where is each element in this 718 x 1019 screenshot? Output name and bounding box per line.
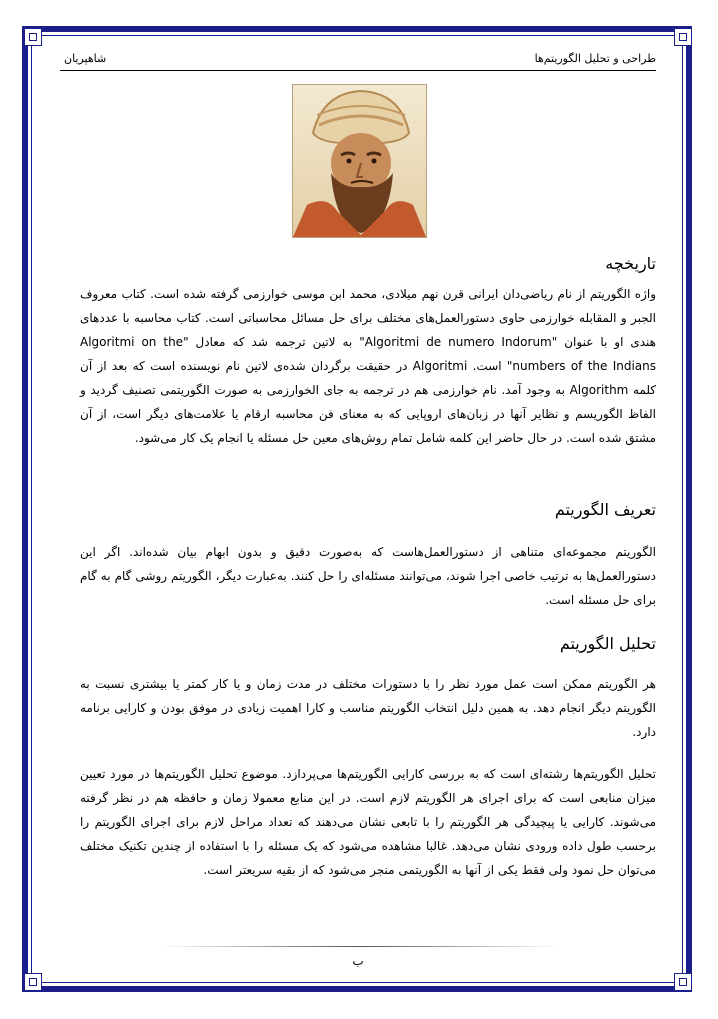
khwarizmi-portrait-image (292, 84, 427, 238)
header-author: شاهپریان (64, 52, 107, 65)
paragraph-history: واژه الگوریتم از نام ریاضی‌دان ایرانی قرن نهم میلادی، محمد ابن موسی خوارزمی گرفته شده است. کتاب معروف الجبر و المقابله خوارزمی حاوی دستورالعمل‌های مختلف برای حل مسائل محاسباتی است. کتاب محاسبه با عددهای هندی او با عنوان "Algoritmi de numero Indorum" به لاتین ترجمه شد که معادل "Algoritmi on the numbers of the Indians" است. Algoritmi در حقیقت برگردان شده‌ی لاتین نام نویسنده است که بعد از آن کلمه Algorithm به وجود آمد. نام خوارزمی هم در ترجمه به جای الخوارزمی به صورت الگوریتمی تصنیف گردید و الفاظ الگوریسم و نظایر آنها در زبان‌های اروپایی که به معنای فن محاسبه ارقام یا علامت‌های دیگر است، از آن مشتق شده است. در حال حاضر این کلمه شامل تمام روش‌های معین حل مسئله یا انجام یک کار می‌شود. (80, 287, 657, 445)
page-number: ب (352, 954, 364, 968)
header-title: طراحی و تحلیل الگوریتم‌ها (534, 52, 656, 65)
corner-ornament (24, 973, 42, 991)
paragraph-analysis-1: هر الگوریتم ممکن است عمل مورد نظر را با دستورات مختلف در مدت زمان و یا کار کمتر یا بیشتری نسبت به الگوریتم دیگر انجام دهد. به همین دلیل انتخاب الگوریتم مناسب و کارا اهمیت زیادی در موفق بودن و کارایی برنامه دارد. (80, 677, 656, 739)
document-page (60, 40, 656, 970)
section-heading-analysis: تحلیل الگوریتم (559, 634, 656, 653)
paragraph-definition: الگوریتم مجموعه‌ای متناهی از دستورالعمل‌هاست که به‌صورت دقیق و بدون ابهام بیان شده‌اند. اگر این دستورالعمل‌ها به ترتیب خاصی اجرا شوند، می‌توانند مسئله‌ای را حل کنند. به‌عبارت دیگر، الگوریتم روشی گام به گام برای حل مسئله است. (80, 545, 656, 607)
running-header (60, 48, 656, 71)
footer-divider (160, 946, 560, 947)
paragraph-analysis-2: تحلیل الگوریتم‌ها رشته‌ای است که به بررسی کارایی الگوریتم‌ها می‌پردازد. موضوع تحلیل الگوریتم‌ها در مورد تعیین میزان منابعی است که برای اجرای هر الگوریتم لازم است. در این منابع معمولا زمان و حافظه هم در نظر گرفته می‌شوند. کارایی یا پیچیدگی هر الگوریتم را با تابعی نشان می‌دهند که تعداد مراحل لازم برای اجرای الگوریتم را برحسب طول داده ورودی نشان می‌دهد. غالبا مشاهده می‌شود که یک مسئله را با استفاده از چندین تکنیک مختلف می‌توان حل نمود ولی فقط یکی از آنها به الگوریتمی منجر می‌شود که از بقیه سریعتر است. (80, 767, 656, 877)
corner-ornament (674, 28, 692, 46)
section-heading-definition: تعریف الگوریتم (554, 500, 656, 519)
corner-ornament (674, 973, 692, 991)
corner-ornament (24, 28, 42, 46)
section-heading-history: تاریخچه (605, 254, 656, 273)
